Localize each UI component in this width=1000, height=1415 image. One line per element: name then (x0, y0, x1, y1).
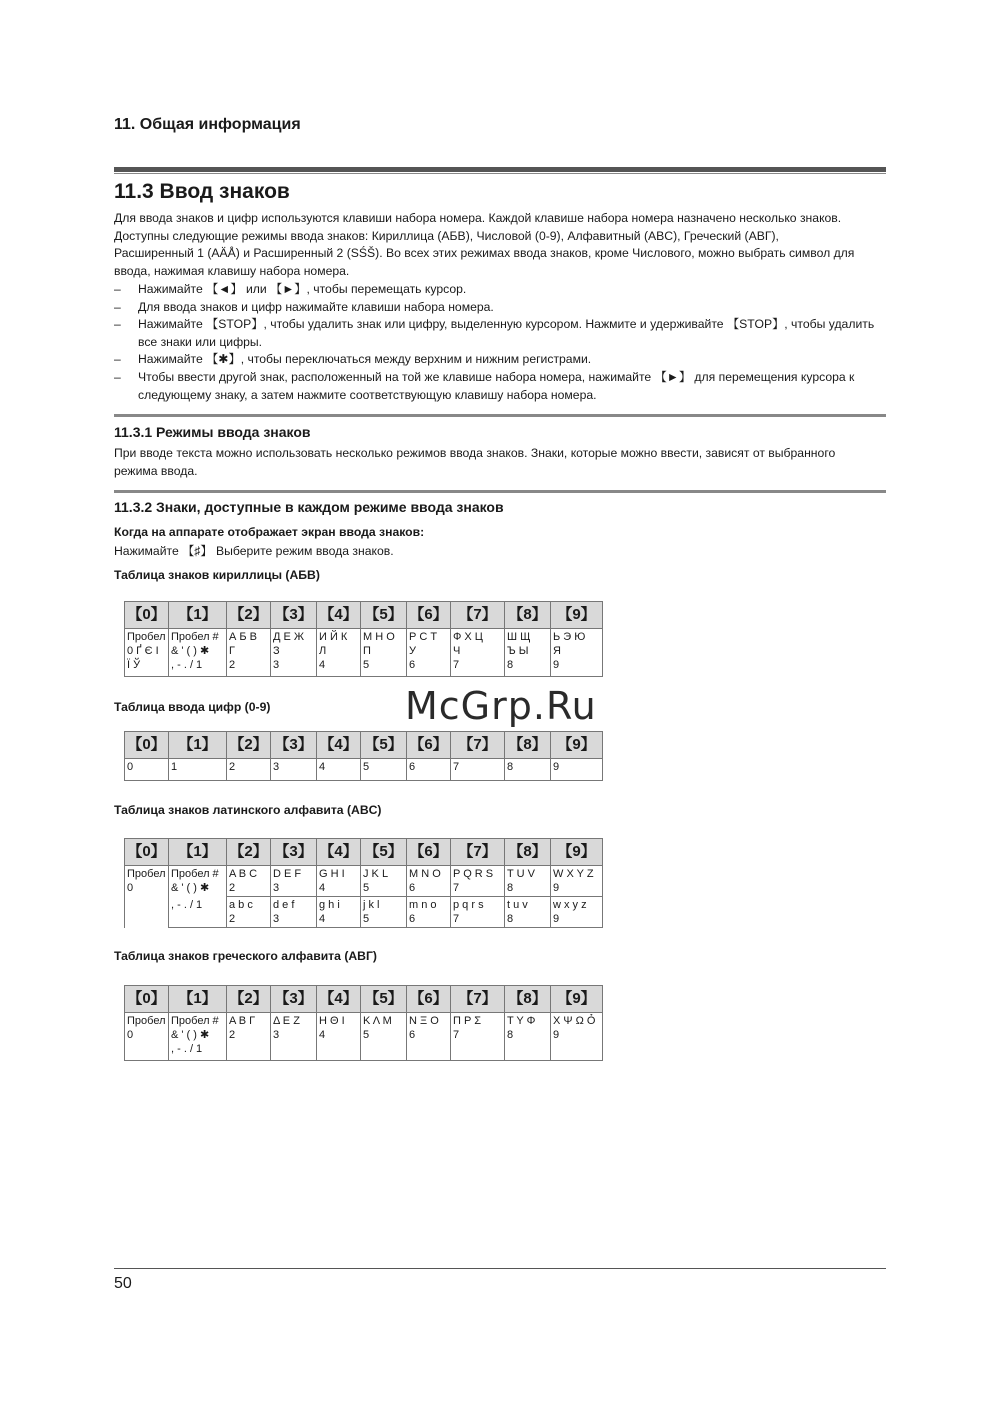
table-cell: Χ Ψ Ω Ỏ 9 (551, 1013, 603, 1061)
table-cell: Ш Щ Ъ Ы 8 (505, 629, 551, 677)
key-header: 【4】 (317, 986, 361, 1013)
key-header: 【2】 (227, 732, 271, 759)
table-cell: t u v 8 (505, 897, 551, 928)
table-caption-cyrillic: Таблица знаков кириллицы (АБВ) (114, 568, 320, 582)
key-header: 【1】 (169, 986, 227, 1013)
paragraph-line: При вводе текста можно использовать несколько режимов ввода знаков. Знаки, которые можно ввести, зависят от выбранного (114, 446, 836, 460)
instruction-list (114, 281, 889, 404)
key-header: 【4】 (317, 839, 361, 866)
table-cell: Ь Э Ю Я 9 (551, 629, 603, 677)
table-cell: p q r s 7 (451, 897, 505, 928)
digits-table (124, 731, 603, 781)
key-header: 【1】 (169, 732, 227, 759)
list-item: – Нажимайте 【STOP】, чтобы удалить знак или цифру, выделенную курсором. Нажмите и удерживайте 【STOP】, чтобы удалить все знаки или цифры. (114, 316, 889, 351)
key-header: 【4】 (317, 732, 361, 759)
table-cell: Пробел 0 (125, 1013, 169, 1061)
instruction-text: Нажимайте 【♯】 Выберите режим ввода знаков. (114, 544, 394, 558)
table-cell: j k l 5 (361, 897, 407, 928)
key-header: 【6】 (407, 602, 451, 629)
key-header: 【5】 (361, 602, 407, 629)
key-header: 【7】 (451, 602, 505, 629)
subsection-rule (114, 490, 886, 493)
key-header: 【2】 (227, 602, 271, 629)
intro-line: ввода, нажимая клавишу набора номера. (114, 263, 350, 278)
footer-rule (114, 1268, 886, 1269)
table-cell: a b c 2 (227, 897, 271, 928)
chapter-title: 11. Общая информация (114, 116, 301, 133)
intro-line: Расширенный 1 (AÄÅ) и Расширенный 2 (SŚŠ). Во всех этих режимах ввода знаков, кроме Числового, можно выбрать символ для (114, 246, 855, 261)
key-header: 【6】 (407, 732, 451, 759)
table-cell: 8 (505, 759, 551, 781)
table-cell: 6 (407, 759, 451, 781)
table-cell: Π Ρ Σ 7 (451, 1013, 505, 1061)
subsection-rule (114, 414, 886, 417)
table-cell: T U V 8 (505, 866, 551, 897)
table-cell: D E F 3 (271, 866, 317, 897)
key-header: 【7】 (451, 732, 505, 759)
table-cell: G H I 4 (317, 866, 361, 897)
table-cell: J K L 5 (361, 866, 407, 897)
cyrillic-table (124, 601, 603, 677)
table-cell: Ν Ξ Ο 6 (407, 1013, 451, 1061)
key-header: 【5】 (361, 732, 407, 759)
table-cell: Пробел # & ' ( ) ✱ , - . / 1 (169, 629, 227, 677)
key-header: 【3】 (271, 732, 317, 759)
table-cell: Р С Т У 6 (407, 629, 451, 677)
table-caption-digits: Таблица ввода цифр (0-9) (114, 700, 271, 714)
table-cell: , - . / 1 (169, 897, 227, 928)
table-cell: 7 (451, 759, 505, 781)
key-header: 【9】 (551, 839, 603, 866)
key-header: 【6】 (407, 839, 451, 866)
watermark: McGrp.Ru (405, 684, 597, 728)
key-header: 【1】 (169, 839, 227, 866)
list-item: – Нажимайте 【✱】, чтобы переключаться между верхним и нижним регистрами. (114, 351, 889, 369)
table-cell: g h i 4 (317, 897, 361, 928)
key-header: 【9】 (551, 602, 603, 629)
table-cell: Пробел # & ' ( ) ✱ (169, 866, 227, 897)
table-caption-latin: Таблица знаков латинского алфавита (ABC) (114, 803, 382, 817)
header-rule-thin (114, 173, 886, 174)
subsection-paragraph (114, 445, 889, 480)
key-header: 【4】 (317, 602, 361, 629)
table-cell: Α Β Γ 2 (227, 1013, 271, 1061)
key-header: 【6】 (407, 986, 451, 1013)
key-header: 【2】 (227, 839, 271, 866)
intro-paragraph (114, 210, 889, 280)
table-cell: Пробел 0 Ґ Є І Ї Ў (125, 629, 169, 677)
table-cell: m n o 6 (407, 897, 451, 928)
table-caption-greek: Таблица знаков греческого алфавита (АВГ) (114, 949, 377, 963)
key-header: 【8】 (505, 732, 551, 759)
key-header: 【1】 (169, 602, 227, 629)
table-cell: 5 (361, 759, 407, 781)
key-header: 【8】 (505, 602, 551, 629)
table-cell: 4 (317, 759, 361, 781)
section-title: 11.3 Ввод знаков (114, 180, 290, 203)
table-cell: w x y z 9 (551, 897, 603, 928)
table-cell: 0 (125, 759, 169, 781)
key-header: 【7】 (451, 839, 505, 866)
key-header: 【8】 (505, 986, 551, 1013)
intro-line: Для ввода знаков и цифр используются клавиши набора номера. Каждой клавише набора номера назначено несколько знаков. (114, 211, 842, 225)
greek-table (124, 985, 603, 1061)
paragraph-line: режима ввода. (114, 463, 198, 478)
table-cell: Пробел 0 (125, 866, 169, 928)
key-header: 【2】 (227, 986, 271, 1013)
table-cell: M N O 6 (407, 866, 451, 897)
key-header: 【0】 (125, 839, 169, 866)
key-header: 【5】 (361, 986, 407, 1013)
table-cell: 1 (169, 759, 227, 781)
header-rule (114, 167, 886, 172)
subsection-title: 11.3.2 Знаки, доступные в каждом режиме ввода знаков (114, 499, 504, 515)
subsection-title: 11.3.1 Режимы ввода знаков (114, 424, 311, 440)
table-cell: Τ Υ Φ 8 (505, 1013, 551, 1061)
table-cell: Η Θ Ι 4 (317, 1013, 361, 1061)
latin-table (124, 838, 603, 928)
key-header: 【3】 (271, 839, 317, 866)
key-header: 【0】 (125, 602, 169, 629)
table-cell: W X Y Z 9 (551, 866, 603, 897)
table-cell: 3 (271, 759, 317, 781)
table-cell: A B C 2 (227, 866, 271, 897)
table-cell: 9 (551, 759, 603, 781)
list-item: – Чтобы ввести другой знак, расположенный на той же клавише набора номера, нажимайте 【►】 для перемещения курсора к следующему знаку, а затем нажмите соответствующую клавишу набора номера. (114, 369, 889, 404)
key-header: 【0】 (125, 732, 169, 759)
table-cell: Пробел # & ' ( ) ✱ , - . / 1 (169, 1013, 227, 1061)
table-cell: Κ Λ Μ 5 (361, 1013, 407, 1061)
table-cell: P Q R S 7 (451, 866, 505, 897)
table-cell: А Б В Г 2 (227, 629, 271, 677)
key-header: 【3】 (271, 986, 317, 1013)
table-cell: Δ Ε Ζ 3 (271, 1013, 317, 1061)
page-number: 50 (114, 1275, 132, 1292)
key-header: 【3】 (271, 602, 317, 629)
key-header: 【7】 (451, 986, 505, 1013)
table-cell: Д Е Ж З 3 (271, 629, 317, 677)
condition-label: Когда на аппарате отображает экран ввода знаков: (114, 525, 425, 539)
table-cell: Ф Х Ц Ч 7 (451, 629, 505, 677)
list-item: – Нажимайте 【◄】 или 【►】, чтобы перемещать курсор. (114, 281, 889, 299)
key-header: 【8】 (505, 839, 551, 866)
key-header: 【0】 (125, 986, 169, 1013)
table-cell: М Н О П 5 (361, 629, 407, 677)
table-cell: 2 (227, 759, 271, 781)
intro-line: Доступны следующие режимы ввода знаков: Кириллица (АБВ), Числовой (0-9), Алфавитный (ABC), Греческий (АВГ), (114, 228, 779, 243)
list-item: – Для ввода знаков и цифр нажимайте клавиши набора номера. (114, 299, 889, 317)
table-cell: И Й К Л 4 (317, 629, 361, 677)
key-header: 【9】 (551, 986, 603, 1013)
table-cell: d e f 3 (271, 897, 317, 928)
key-header: 【5】 (361, 839, 407, 866)
key-header: 【9】 (551, 732, 603, 759)
